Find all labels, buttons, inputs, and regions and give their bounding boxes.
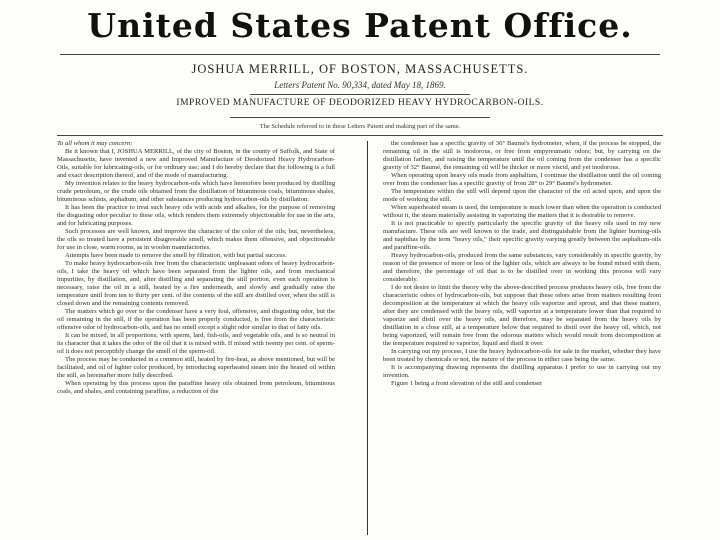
short-rule [250, 94, 470, 95]
paragraph: Figure 1 being a front elevation of the still and condenser [391, 380, 543, 387]
paragraph: It is accompanying drawing represents the distilling apparatus I prefer to use in carrying out my invention. [383, 364, 661, 379]
paragraph: In carrying out my process, I use the heavy hydrocarbon-oils for sale in the market, whether they have been treated by chemicals or not, the nature of the process in either case being the same. [383, 348, 661, 363]
salutation: To all whom it may concern: [57, 140, 133, 147]
paragraph: To make heavy hydrocarbon-oils free from the characteristic unpleasant odors of heavy hydrocarbon-oils, I take the heavy oil which have been separated from the lighter oils, and from mechanical impurities, by distillation, and, after distilling and separating the still portion, even each operation is necessary, raise the oil in a still, heated by a fire underneath, and slowly and gradually raise the temperature until from ten to thirty per cent. of the contents of the still are distilled over, when the still is closed down and the remaining contents removed. [57, 260, 335, 307]
paragraph: The temperature within the still will depend upon the character of the oil acted upon, and upon the mode of working the still. [383, 188, 661, 203]
letters-patent-line: Letters Patent No. 90,334, dated May 18, 1869. [274, 80, 446, 90]
paragraph: Attempts have been made to remove the smell by filtration, with but partial success. [65, 252, 287, 259]
paragraph: When superheated steam is used, the temperature is much lower than when the operation is conducted without it, the steam materially assisting in vaporizing the matters that it is desirable to remove. [383, 204, 661, 219]
body-top-rule [57, 135, 663, 136]
subject-rule [230, 117, 490, 118]
schedule-note: The Schedule referred to in these Letters Patent and making part of the same. [259, 123, 461, 130]
paragraph: Heavy hydrocarbon-oils, produced from the same substances, vary considerably in specific gravity, by reason of the presence of more or less of the lighter oils, which are always to be found mixed with them, and therefore, the percentage of oil that is to be distilled over in working this process will vary considerably. [383, 252, 661, 283]
column-divider [367, 141, 368, 535]
title-rule [60, 54, 660, 55]
paragraph: It can be mixed, in all proportions, with sperm, lard, fish-oils, and vegetable oils, and is so neutral in its character that it takes the odor of the oil that it is mixed with. If mixed with twenty per cent. of sperm-oil it does not perceptibly change the smell of the sperm-oil. [57, 332, 335, 355]
paragraph: I do not desire to limit the theory why the above-described process produces heavy oils, free from the characteristic odors of hydrocarbon-oils, but suppose that these odors arise from matters resulting from decomposition at the temperature at which the heavy oils vaporize and sprout, and that these matters, after they are condensed with the heavy oils, will vaporize at a temperature lower than that required to vaporize and distil over the heavy oils, and therefore, may be separated from the heavy oils by distillation in a close still, at a temperature below that required to distil over the heavy oil, which, not being vaporized, will remain free from the odorous matters which would result from decomposition at the temperature required to vaporize, liquid and distil it over. [383, 284, 661, 347]
paragraph: Be it known that I, JOSHUA MERRILL, of the city of Boston, in the county of Suffolk, and State of Massachusetts, have invented a new and Improved Manufacture of Deodorized Heavy Hydrocarbon-Oils, suitable for lubricating-oils, or for ordinary use; and I do hereby declare that the following is a full and exact description thereof, and of the mode of manufacturing. [57, 148, 335, 179]
paragraph: My invention relates to the heavy hydrocarbon-oils which have heretofore been produced by distilling crude petroleum, or the crude oils obtained from the distillation of bituminous coals, bituminous shales, bituminous schists, asphaltum, and other substances producing hydrocarbon-oils by distillation. [57, 180, 335, 203]
paragraph: It is not practicable to specify particularly the specific gravity of the heavy oils used in my new manufacture. These oils are well known to the trade, and distinguishable from the lighter burning-oils and naphthas by the term "heavy oils," their specific gravity varying greatly between the asphaltum-oils and paraffine-oils. [383, 220, 661, 251]
right-text-column [383, 140, 661, 535]
paragraph: It has been the practice to treat such heavy oils with acids and alkalies, for the purpose of removing the disgusting odor peculiar to these oils, which renders them extremely objectionable for use in the arts, and for lubricating purposes. [57, 204, 335, 227]
paragraph: When operating by this process upon the paraffine heavy oils obtained from petroleum, bituminous coals, and shales, and containing paraffine, a reduction of the [57, 380, 335, 395]
patent-subject: IMPROVED MANUFACTURE OF DEODORIZED HEAVY HYDROCARBON-OILS. [176, 98, 544, 108]
paragraph: the condenser has a specific gravity of 36° Baumé's hydrometer, when, if the process be stopped, the remaining oil in the still is inodorous, or free from empyreumatic odors; but, by carrying on the distillation farther, and raising the temperature until the oil coming from the condenser has a specific gravity of 32° Baumé, the remaining oil will be thicker or more viscid, and yet inodorous. [383, 140, 661, 171]
office-title: United States Patent Office. [87, 6, 633, 45]
paragraph: The process may be conducted in a common still, heated by fire-heat, as above mentioned, but will be facilitated, and oil of lighter color produced, by introducing superheated steam into the heated oil within the still, as hereinafter more fully described. [57, 356, 335, 379]
left-text-column [57, 140, 335, 535]
paragraph: Such processes are well known, and improve the character of the color of the oils; but, nevertheless, the oils so treated have a persistent disagreeable smell, which makes them offensive, and objectionable for use in close, warm rooms, as in woolen manufactories. [57, 228, 335, 251]
paragraph: The matters which go over to the condenser have a very foul, offensive, and disgusting odor, but the oil remaining in the still, if the operation has been properly conducted, is free from the characteristic offensive odor of hydrocarbon-oils, and has no smell except a slight odor similar to that of fatty oils. [57, 308, 335, 331]
paragraph: When operating upon heavy oils made from asphaltum, I continue the distillation until the oil coming over from the condenser has a specific gravity of from 28° to 29° Baumé's hydrometer. [383, 172, 661, 187]
inventor-line: JOSHUA MERRILL, OF BOSTON, MASSACHUSETTS. [191, 62, 529, 76]
